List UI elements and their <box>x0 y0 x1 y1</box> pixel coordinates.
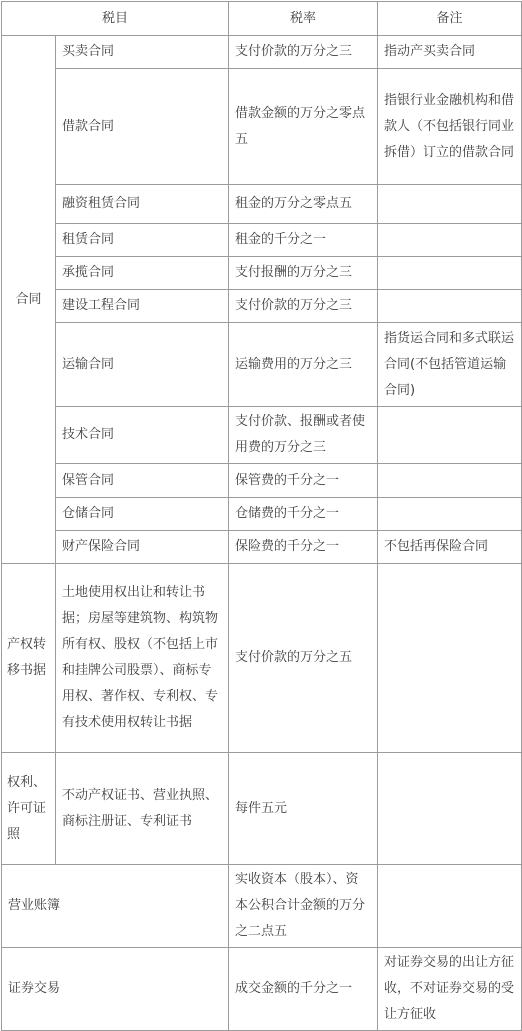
item-cell: 土地使用权出让和转让书据；房屋等建筑物、构筑物所有权、股权（不包括上市和挂牌公司股票）、商标专用权、著作权、专利权、专有技术使用权转让书据 <box>56 564 229 753</box>
table-row <box>2 865 522 948</box>
note-cell: 指动产买卖合同 <box>378 36 522 69</box>
account-books-label: 营业账簿 <box>2 865 229 948</box>
note-cell <box>378 564 522 753</box>
table-row <box>2 69 522 185</box>
table-row <box>2 185 522 224</box>
property-transfer-label: 产权转移书据 <box>2 564 56 753</box>
rate-cell: 租金的万分之零点五 <box>229 185 378 224</box>
header-note: 备注 <box>378 2 522 36</box>
note-cell <box>378 753 522 865</box>
note-cell <box>378 185 522 224</box>
rate-cell: 每件五元 <box>229 753 378 865</box>
note-cell <box>378 865 522 948</box>
item-cell: 建设工程合同 <box>56 290 229 323</box>
rate-cell: 租金的千分之一 <box>229 224 378 257</box>
note-cell: 不包括再保险合同 <box>378 531 522 564</box>
rate-cell: 支付价款的万分之五 <box>229 564 378 753</box>
table-row <box>2 531 522 564</box>
rate-cell: 支付价款的万分之三 <box>229 290 378 323</box>
note-cell <box>378 464 522 498</box>
table-row <box>2 323 522 407</box>
note-cell <box>378 407 522 464</box>
note-cell <box>378 498 522 531</box>
item-cell: 融资租赁合同 <box>56 185 229 224</box>
rate-cell: 保险费的千分之一 <box>229 531 378 564</box>
rate-cell: 仓储费的千分之一 <box>229 498 378 531</box>
item-cell: 买卖合同 <box>56 36 229 69</box>
table-row <box>2 257 522 290</box>
table-row <box>2 36 522 69</box>
contract-group-label: 合同 <box>2 36 56 564</box>
note-cell: 对证券交易的出让方征收，不对证券交易的受让方征收 <box>378 948 522 1031</box>
rate-cell: 借款金额的万分之零点五 <box>229 69 378 185</box>
rate-cell: 支付报酬的万分之三 <box>229 257 378 290</box>
rate-cell: 支付价款、报酬或者使用费的万分之三 <box>229 407 378 464</box>
header-row <box>2 2 522 36</box>
item-cell: 保管合同 <box>56 464 229 498</box>
stamp-duty-table <box>1 1 522 1031</box>
item-cell: 借款合同 <box>56 69 229 185</box>
license-label: 权利、许可证照 <box>2 753 56 865</box>
item-cell: 财产保险合同 <box>56 531 229 564</box>
table-row <box>2 407 522 464</box>
note-cell <box>378 224 522 257</box>
rate-cell: 保管费的千分之一 <box>229 464 378 498</box>
securities-label: 证券交易 <box>2 948 229 1031</box>
item-cell: 承揽合同 <box>56 257 229 290</box>
item-cell: 租赁合同 <box>56 224 229 257</box>
rate-cell: 支付价款的万分之三 <box>229 36 378 69</box>
rate-cell: 运输费用的万分之三 <box>229 323 378 407</box>
item-cell: 仓储合同 <box>56 498 229 531</box>
table-row <box>2 498 522 531</box>
table-row <box>2 224 522 257</box>
note-cell <box>378 290 522 323</box>
note-cell: 指货运合同和多式联运合同(不包括管道运输合同) <box>378 323 522 407</box>
header-rate: 税率 <box>229 2 378 36</box>
table-row <box>2 464 522 498</box>
table-row <box>2 290 522 323</box>
rate-cell: 成交金额的千分之一 <box>229 948 378 1031</box>
rate-cell: 实收资本（股本）、资本公积合计金额的万分之二点五 <box>229 865 378 948</box>
note-cell: 指银行业金融机构和借款人（不包括银行同业拆借）订立的借款合同 <box>378 69 522 185</box>
header-item: 税目 <box>2 2 229 36</box>
table-row <box>2 564 522 753</box>
table-row <box>2 753 522 865</box>
item-cell: 运输合同 <box>56 323 229 407</box>
item-cell: 不动产权证书、营业执照、商标注册证、专利证书 <box>56 753 229 865</box>
item-cell: 技术合同 <box>56 407 229 464</box>
note-cell <box>378 257 522 290</box>
table-row <box>2 948 522 1031</box>
